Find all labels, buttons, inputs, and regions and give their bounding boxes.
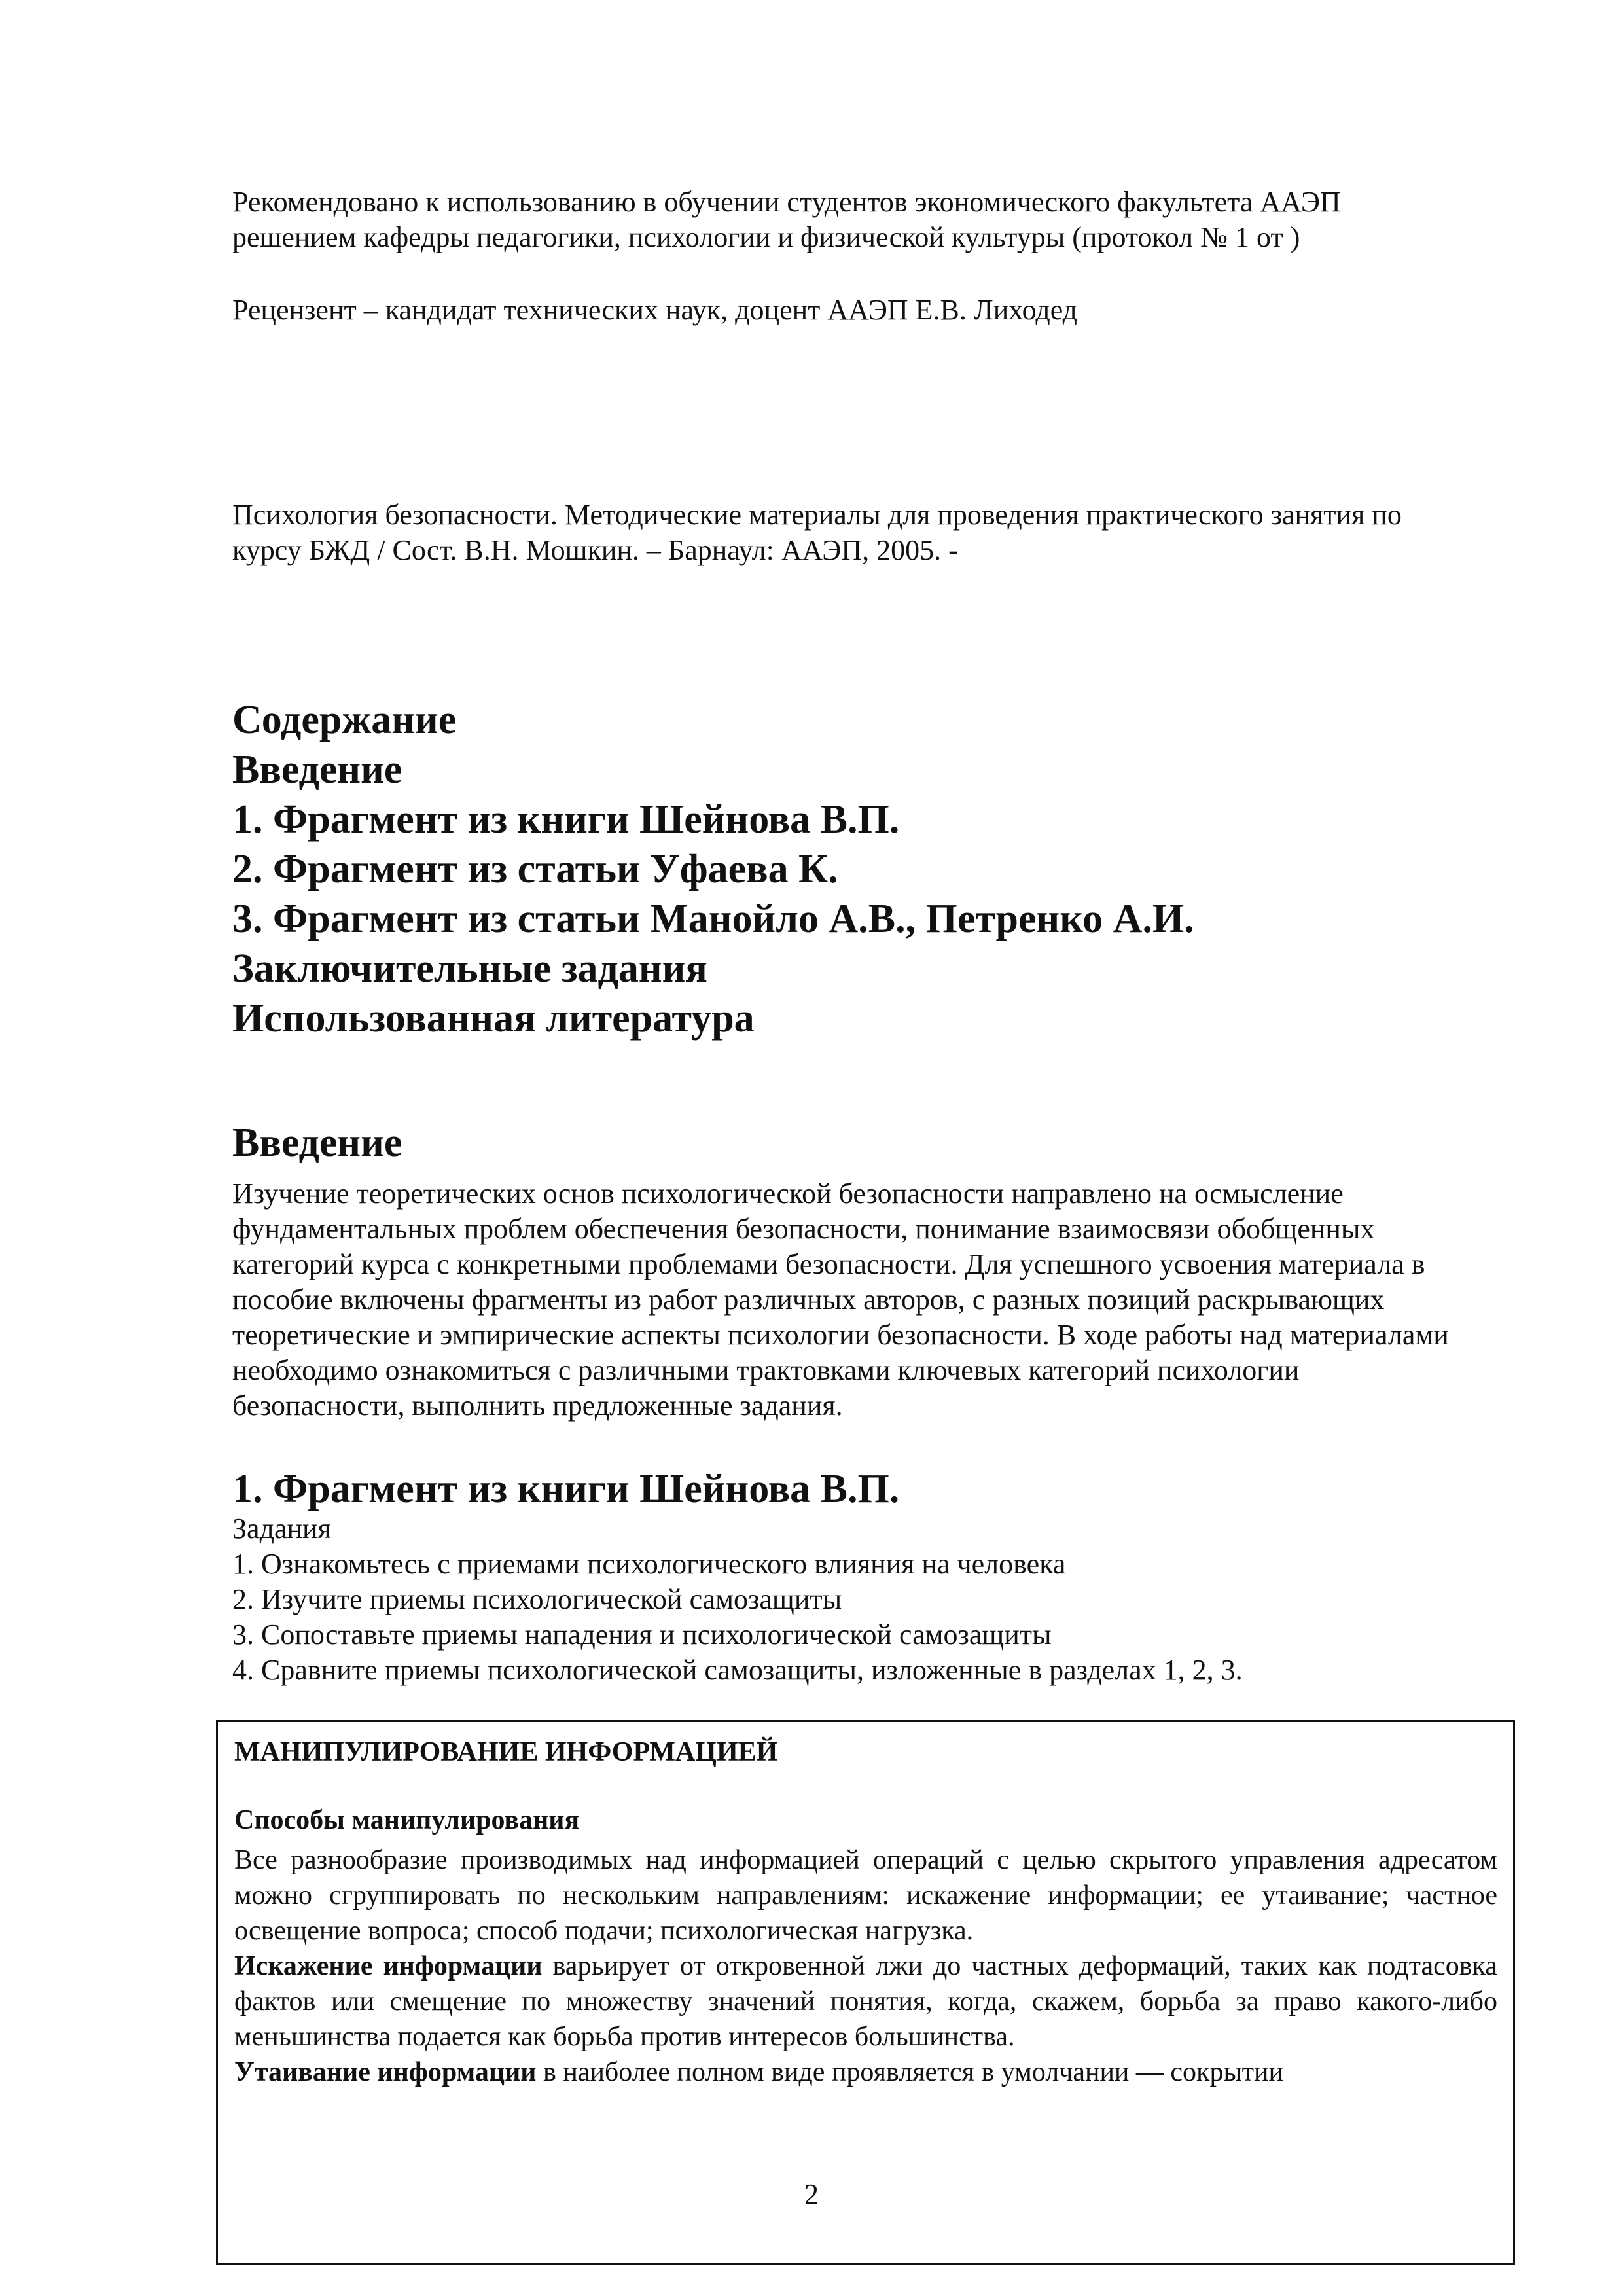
reviewer-line: Рецензент – кандидат технических наук, доцент ААЭП Е.В. Лиходед: [232, 294, 1078, 326]
bold-term: Искажение информации: [234, 1951, 543, 1981]
excerpt-box: [216, 1720, 1515, 2265]
excerpt-subtitle: Способы манипулирования: [234, 1805, 580, 1835]
recommendation-note: [232, 185, 1515, 255]
toc-item: Введение: [232, 747, 402, 792]
bold-term: Утаивание информации: [234, 2057, 537, 2087]
toc-title: Содержание: [232, 698, 457, 742]
paragraph-line: фундаментальных проблем обеспечения безопасности, понимание взаимосвязи обобщенных: [232, 1213, 1375, 1245]
task-item: 4. Сравните приемы психологической самозащиты, изложенные в разделах 1, 2, 3.: [232, 1654, 1243, 1686]
tasks-label: Задания: [232, 1513, 331, 1545]
fragment-1-heading: [232, 1464, 1515, 1514]
paragraph-line: необходимо ознакомиться с различными трактовками ключевых категорий психологии: [232, 1354, 1300, 1386]
introduction-paragraph: [232, 1176, 1515, 1424]
reviewer-note: [232, 293, 1515, 328]
task-item: 3. Сопоставьте приемы нападения и психологической самозащиты: [232, 1619, 1052, 1651]
tasks-list: [232, 1511, 1515, 1688]
excerpt-paragraph: [234, 2054, 1497, 2090]
paragraph-line: безопасности, выполнить предложенные задания.: [232, 1390, 843, 1422]
bibliographic-record: [232, 497, 1515, 568]
page-number: 2: [804, 2178, 819, 2210]
excerpt-paragraph: [234, 1948, 1497, 2054]
task-item: 2. Изучите приемы психологической самозащиты: [232, 1583, 842, 1615]
toc-item: 3. Фрагмент из статьи Манойло А.В., Петренко А.И.: [232, 897, 1194, 941]
excerpt-paragraph: Все разнообразие производимых над информацией операций с целью скрытого управления адресатом можно сгруппировать по нескольким направлениям: искажение информации; ее утаивание; частное освещение вопроса; способ подачи; психологическая нагрузка.: [234, 1845, 1497, 1946]
paragraph-rest: варьирует от откровенной лжи до частных деформаций, таких как подтасовка фактов или смещение по множеству значений понятия, когда, скажем, борьба за право какого-либо меньшинства подается как борьба против интересов большинства.: [234, 1951, 1497, 2052]
paragraph-line: категорий курса с конкретными проблемами безопасности. Для успешного усвоения материала в: [232, 1248, 1425, 1280]
paragraph-line: пособие включены фрагменты из работ различных авторов, с разных позиций раскрывающих: [232, 1283, 1385, 1316]
recommendation-line-1: Рекомендовано к использованию в обучении студентов экономического факультета ААЭП: [232, 186, 1341, 218]
toc-item: 2. Фрагмент из статьи Уфаева К.: [232, 847, 838, 891]
excerpt-text: [234, 1842, 1497, 2090]
toc-item: 1. Фрагмент из книги Шейнова В.П.: [232, 797, 900, 842]
paragraph-line: Изучение теоретических основ психологической безопасности направлено на осмысление: [232, 1177, 1344, 1210]
table-of-contents: [232, 695, 1515, 1043]
section-heading: 1. Фрагмент из книги Шейнова В.П.: [232, 1467, 900, 1511]
section-heading: Введение: [232, 1121, 402, 1165]
toc-item: Заключительные задания: [232, 946, 707, 991]
excerpt-title: МАНИПУЛИРОВАНИЕ ИНФОРМАЦИЕЙ: [234, 1737, 778, 1767]
toc-item: Использованная литература: [232, 996, 755, 1041]
excerpt-content: [234, 1735, 1497, 2090]
recommendation-line-2: решением кафедры педагогики, психологии и физической культуры (протокол № 1 от ): [232, 221, 1300, 253]
paragraph-rest: в наиболее полном виде проявляется в умолчании — сокрытии: [536, 2057, 1283, 2087]
task-item: 1. Ознакомьтесь с приемами психологического влияния на человека: [232, 1548, 1066, 1580]
bibliography-line-2: курсу БЖД / Сост. В.Н. Мошкин. – Барнаул: ААЭП, 2005. -: [232, 534, 958, 566]
paragraph-line: теоретические и эмпирические аспекты психологии безопасности. В ходе работы над материалами: [232, 1319, 1449, 1351]
introduction-heading: [232, 1118, 1515, 1168]
bibliography-line-1: Психология безопасности. Методические материалы для проведения практического занятия по: [232, 499, 1402, 531]
